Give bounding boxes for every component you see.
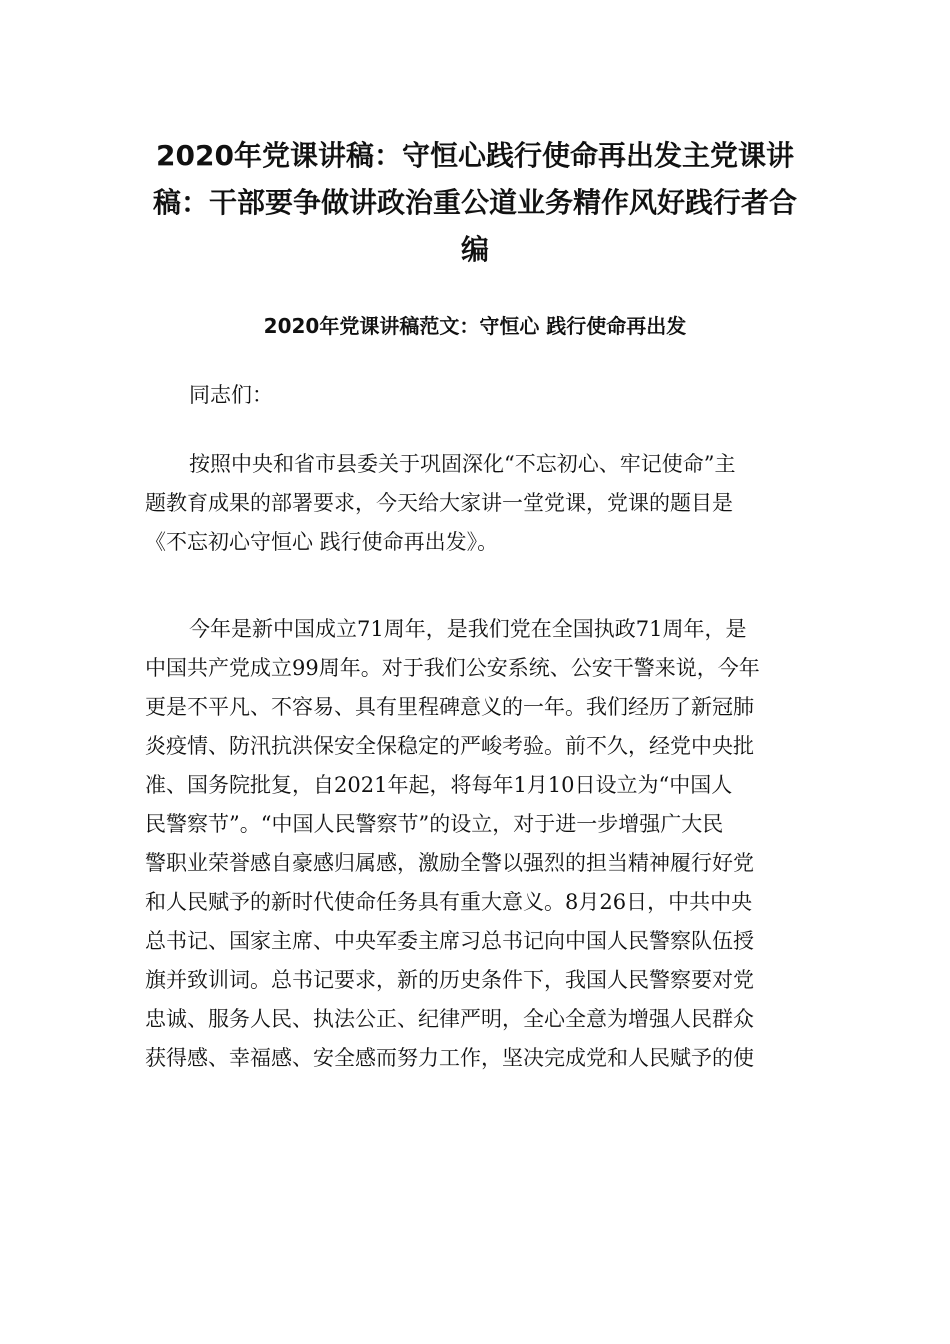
paragraph-line: 民警察节”。“中国人民警察节”的设立，对于进一步增强广大民 — [145, 812, 724, 836]
paragraph-line: 更是不平凡、不容易、具有里程碑意义的一年。我们经历了新冠肺 — [145, 695, 754, 719]
salutation-text: 同志们： — [189, 383, 273, 407]
paragraph-line: 中国共产党成立99周年。对于我们公安系统、公安干警来说，今年 — [145, 656, 760, 680]
paragraph-line: 题教育成果的部署要求，今天给大家讲一堂党课，党课的题目是 — [145, 491, 733, 515]
salutation — [145, 376, 805, 415]
paragraph-line: 旗并致训词。总书记要求，新的历史条件下，我国人民警察要对党 — [145, 968, 754, 992]
paragraph-line: 炎疫情、防汛抗洪保安全保稳定的严峻考验。前不久，经党中央批 — [145, 734, 754, 758]
document-title — [140, 132, 810, 273]
paragraph-line: 今年是新中国成立71周年，是我们党在全国执政71周年，是 — [189, 617, 747, 641]
title-line: 编 — [460, 233, 489, 266]
paragraph-anniversary — [145, 610, 805, 1078]
paragraph-line: 《不忘初心守恒心 践行使命再出发》。 — [145, 530, 499, 554]
paragraph-line: 忠诚、服务人民、执法公正、纪律严明，全心全意为增强人民群众 — [145, 1007, 754, 1031]
document-subtitle: 2020年党课讲稿范文：守恒心 践行使命再出发 — [263, 314, 687, 338]
paragraph-line: 准、国务院批复，自2021年起，将每年1月10日设立为“中国人 — [145, 773, 733, 797]
paragraph-line: 警职业荣誉感自豪感归属感，激励全警以强烈的担当精神履行好党 — [145, 851, 754, 875]
paragraph-line: 和人民赋予的新时代使命任务具有重大意义。8月26日，中共中央 — [145, 890, 753, 914]
title-line: 2020年党课讲稿：守恒心践行使命再出发主党课讲 — [156, 139, 794, 172]
paragraph-line: 获得感、幸福感、安全感而努力工作，坚决完成党和人民赋予的使 — [145, 1046, 754, 1070]
title-line: 稿：干部要争做讲政治重公道业务精作风好践行者合 — [152, 186, 797, 219]
paragraph-intro — [145, 445, 805, 562]
paragraph-line: 总书记、国家主席、中央军委主席习总书记向中国人民警察队伍授 — [145, 929, 754, 953]
paragraph-line: 按照中央和省市县委关于巩固深化“不忘初心、牢记使命”主 — [189, 452, 736, 476]
